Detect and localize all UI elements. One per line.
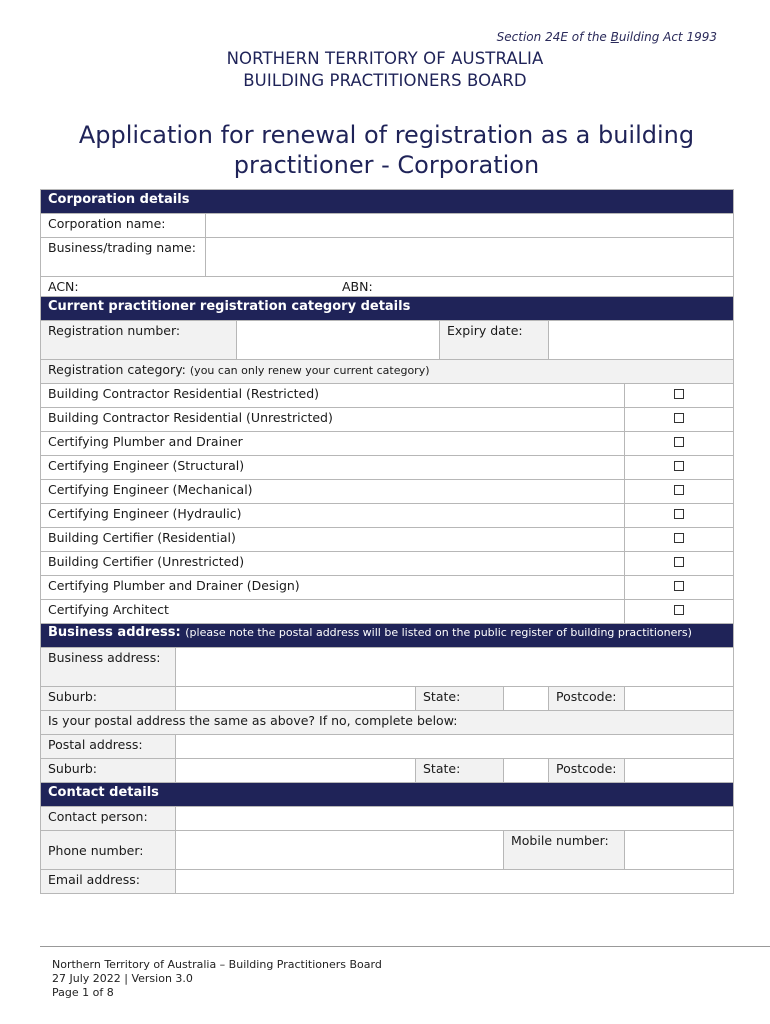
checkbox-icon bbox=[674, 557, 684, 567]
postal-postcode-field[interactable] bbox=[625, 759, 734, 783]
registration-number-label: Registration number: bbox=[41, 321, 237, 360]
checkbox-icon bbox=[674, 461, 684, 471]
expiry-date-field[interactable] bbox=[549, 321, 734, 360]
address-heading-text: Business address: bbox=[48, 625, 181, 640]
registration-number-field[interactable] bbox=[237, 321, 440, 360]
category-checkbox[interactable] bbox=[625, 504, 734, 528]
footer-divider bbox=[40, 946, 770, 947]
category-checkbox[interactable] bbox=[625, 384, 734, 408]
checkbox-icon bbox=[674, 437, 684, 447]
trading-name-label: Business/trading name: bbox=[41, 238, 206, 277]
suburb-label: Suburb: bbox=[41, 687, 176, 711]
acn-abn-row bbox=[41, 277, 734, 297]
org-line2: BUILDING PRACTITIONERS BOARD bbox=[243, 71, 527, 90]
phone-number-label: Phone number: bbox=[41, 831, 176, 870]
contact-section-heading: Contact details bbox=[41, 783, 734, 807]
category-checkbox[interactable] bbox=[625, 576, 734, 600]
checkbox-icon bbox=[674, 581, 684, 591]
registration-category-label: Registration category: bbox=[48, 362, 186, 377]
email-address-field[interactable] bbox=[176, 870, 734, 894]
mobile-number-label: Mobile number: bbox=[504, 831, 625, 870]
category-checkbox[interactable] bbox=[625, 408, 734, 432]
business-address-field[interactable] bbox=[176, 648, 734, 687]
footer-board: Northern Territory of Australia – Building Practitioners Board bbox=[52, 958, 382, 971]
checkbox-icon bbox=[674, 389, 684, 399]
category-option-label: Certifying Engineer (Hydraulic) bbox=[41, 504, 625, 528]
checkbox-icon bbox=[674, 485, 684, 495]
registration-category-row bbox=[41, 360, 734, 384]
org-line1: NORTHERN TERRITORY OF AUSTRALIA bbox=[226, 49, 544, 68]
postal-address-field[interactable] bbox=[176, 735, 734, 759]
title-line2: practitioner - Corporation bbox=[233, 151, 540, 179]
contact-person-field[interactable] bbox=[176, 807, 734, 831]
category-option-label: Certifying Architect bbox=[41, 600, 625, 624]
postal-suburb-label: Suburb: bbox=[41, 759, 176, 783]
category-checkbox[interactable] bbox=[625, 432, 734, 456]
abn-label: ABN: bbox=[342, 279, 373, 294]
footer-page-number: Page 1 of 8 bbox=[52, 986, 114, 999]
category-checkbox[interactable] bbox=[625, 552, 734, 576]
category-option-label: Certifying Engineer (Structural) bbox=[41, 456, 625, 480]
section-act-rest: uilding Act 1993 bbox=[618, 30, 717, 44]
checkbox-icon bbox=[674, 509, 684, 519]
corporation-section-heading: Corporation details bbox=[41, 190, 734, 214]
category-checkbox[interactable] bbox=[625, 456, 734, 480]
footer-version: 27 July 2022 | Version 3.0 bbox=[52, 972, 193, 985]
state-field[interactable] bbox=[504, 687, 549, 711]
address-heading-note: (please note the postal address will be listed on the public register of building practitioners) bbox=[185, 626, 692, 639]
registration-section-heading: Current practitioner registration category details bbox=[41, 297, 734, 321]
postal-address-label: Postal address: bbox=[41, 735, 176, 759]
category-option-label: Building Contractor Residential (Unrestricted) bbox=[41, 408, 625, 432]
category-option-label: Certifying Plumber and Drainer bbox=[41, 432, 625, 456]
category-option-label: Building Contractor Residential (Restricted) bbox=[41, 384, 625, 408]
checkbox-icon bbox=[674, 533, 684, 543]
postal-same-question: Is your postal address the same as above? If no, complete below: bbox=[41, 711, 734, 735]
postcode-field[interactable] bbox=[625, 687, 734, 711]
registration-category-note: (you can only renew your current category) bbox=[189, 364, 430, 377]
business-address-label: Business address: bbox=[41, 648, 176, 687]
trading-name-field[interactable] bbox=[206, 238, 734, 277]
state-label: State: bbox=[416, 687, 504, 711]
checkbox-icon bbox=[674, 413, 684, 423]
section-act-underlined-letter: B bbox=[610, 30, 619, 44]
email-address-label: Email address: bbox=[41, 870, 176, 894]
category-checkbox[interactable] bbox=[625, 480, 734, 504]
acn-label: ACN: bbox=[48, 279, 79, 294]
phone-number-field[interactable] bbox=[176, 831, 504, 870]
postal-suburb-field[interactable] bbox=[176, 759, 416, 783]
category-option-label: Certifying Engineer (Mechanical) bbox=[41, 480, 625, 504]
postal-state-field[interactable] bbox=[504, 759, 549, 783]
title-line1: Application for renewal of registration as a building bbox=[78, 121, 695, 149]
corporation-name-label: Corporation name: bbox=[41, 214, 206, 238]
category-option-label: Building Certifier (Residential) bbox=[41, 528, 625, 552]
category-checkbox[interactable] bbox=[625, 528, 734, 552]
checkbox-icon bbox=[674, 605, 684, 615]
address-section-heading bbox=[41, 624, 734, 648]
contact-person-label: Contact person: bbox=[41, 807, 176, 831]
postcode-label: Postcode: bbox=[549, 687, 625, 711]
mobile-number-field[interactable] bbox=[625, 831, 734, 870]
suburb-field[interactable] bbox=[176, 687, 416, 711]
corporation-name-field[interactable] bbox=[206, 214, 734, 238]
application-form bbox=[40, 189, 734, 894]
postal-state-label: State: bbox=[416, 759, 504, 783]
category-option-label: Certifying Plumber and Drainer (Design) bbox=[41, 576, 625, 600]
section-prefix: Section 24E of the bbox=[496, 30, 611, 44]
postal-postcode-label: Postcode: bbox=[549, 759, 625, 783]
organisation-heading bbox=[0, 48, 770, 92]
category-checkbox[interactable] bbox=[625, 600, 734, 624]
expiry-date-label: Expiry date: bbox=[440, 321, 549, 360]
page-footer bbox=[52, 958, 382, 1000]
page-title bbox=[40, 120, 733, 180]
category-option-label: Building Certifier (Unrestricted) bbox=[41, 552, 625, 576]
section-reference bbox=[497, 30, 717, 44]
